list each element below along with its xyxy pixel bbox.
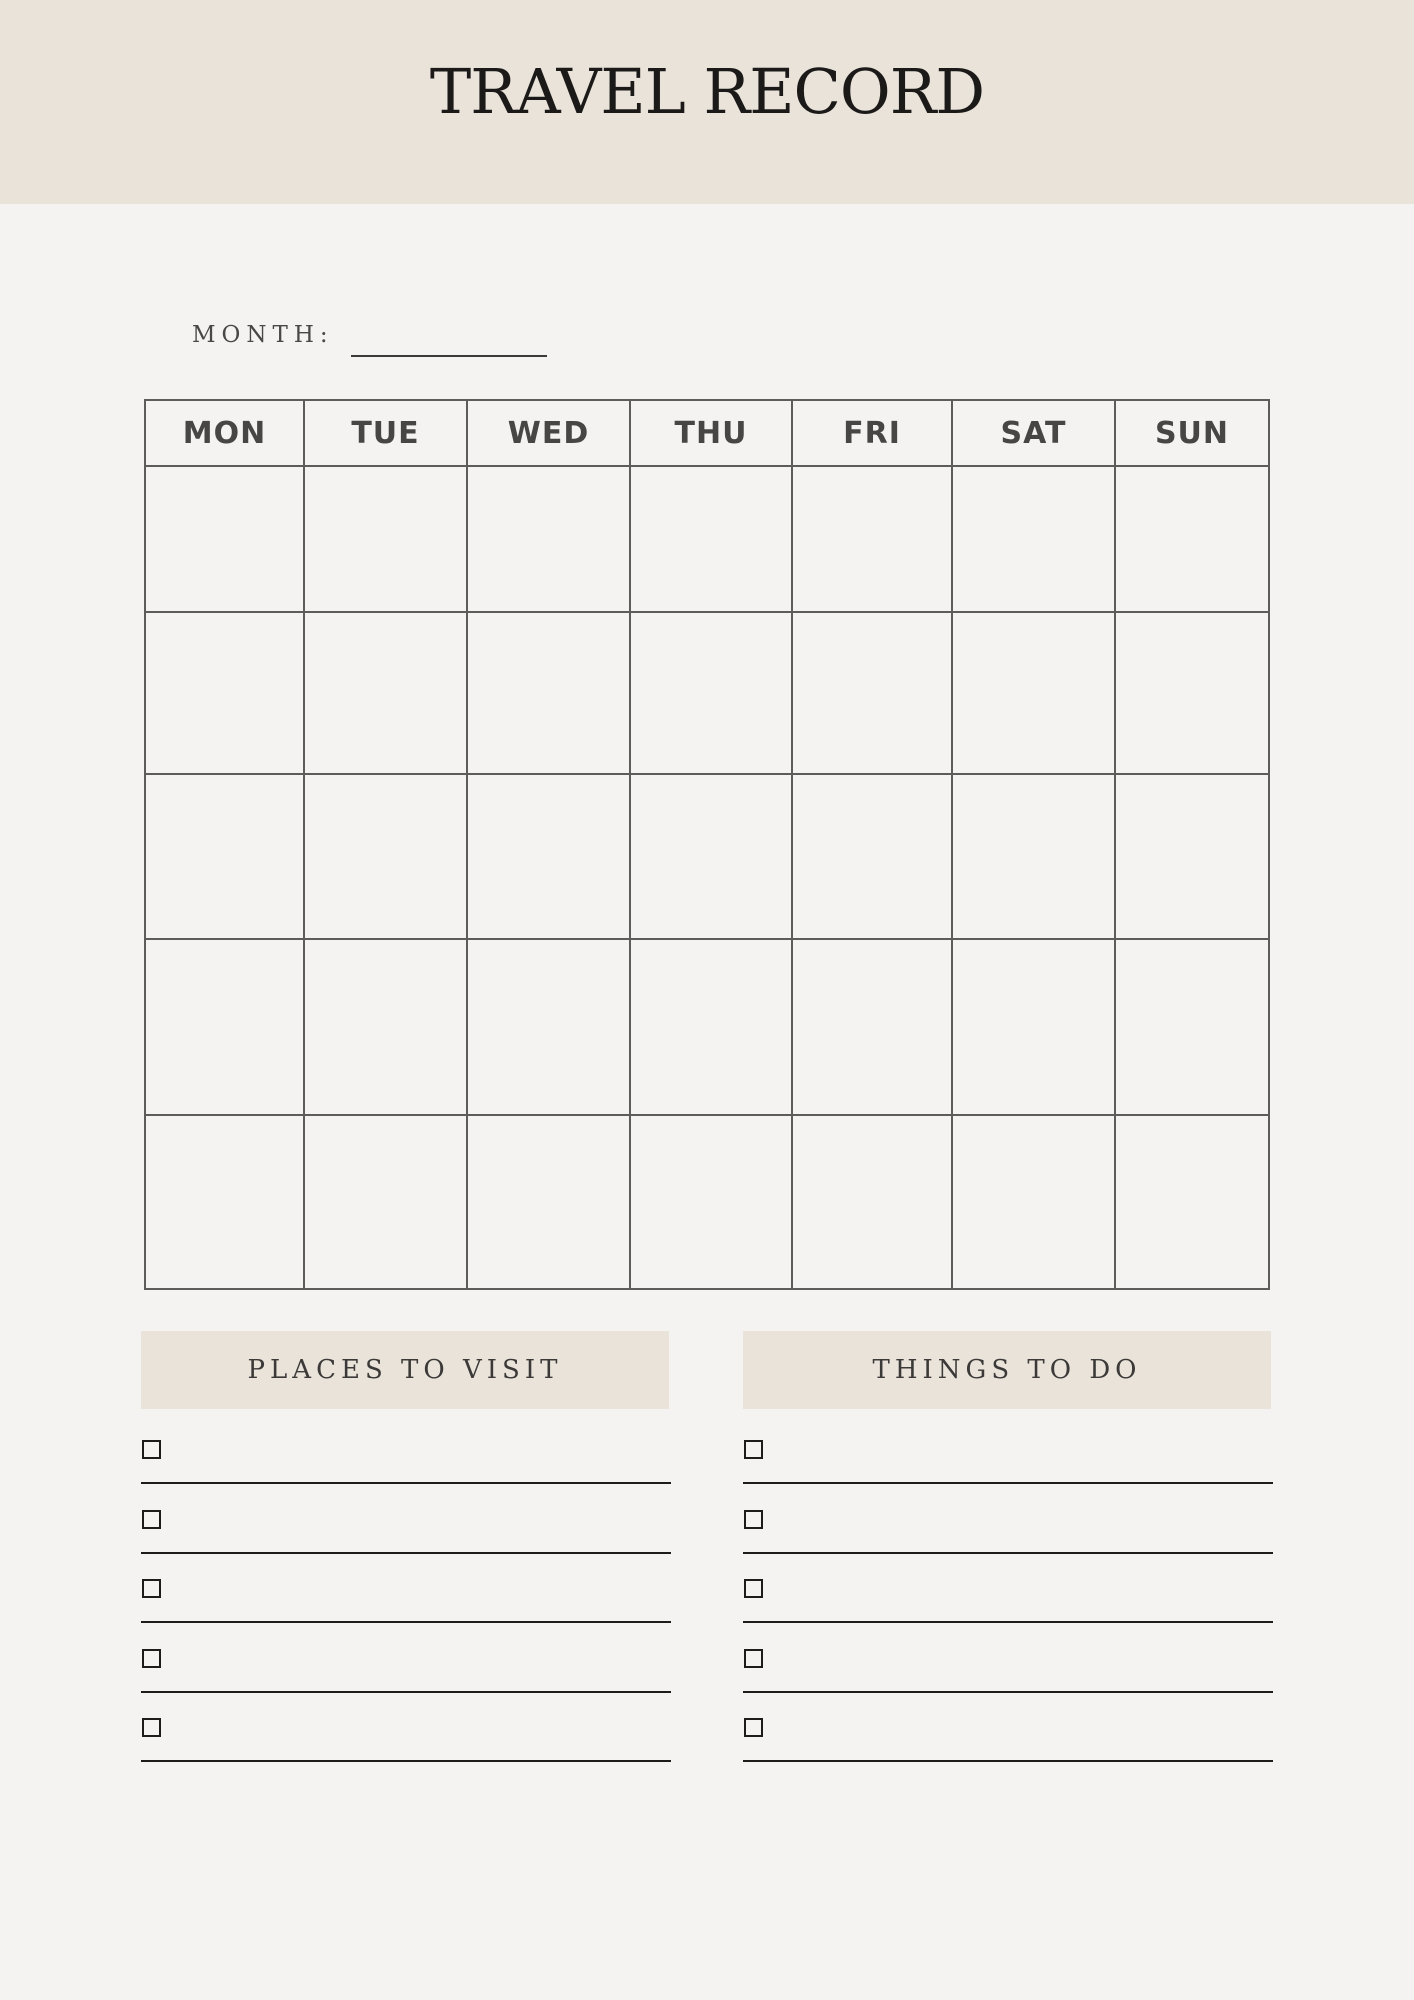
- weekday-fri: FRI: [792, 400, 952, 466]
- list-item-line[interactable]: [743, 1552, 1273, 1554]
- list-item-line[interactable]: [743, 1482, 1273, 1484]
- month-field[interactable]: [351, 355, 547, 357]
- calendar-day-cell[interactable]: [1115, 466, 1269, 612]
- calendar-day-cell[interactable]: [952, 939, 1115, 1114]
- things-to-do-header: THINGS TO DO: [743, 1331, 1271, 1409]
- calendar-day-cell[interactable]: [145, 774, 304, 939]
- checkbox[interactable]: [142, 1579, 161, 1598]
- page-title: TRAVEL RECORD: [429, 55, 985, 128]
- month-label: MONTH:: [192, 322, 334, 348]
- list-item-line[interactable]: [141, 1552, 671, 1554]
- list-item-line[interactable]: [743, 1621, 1273, 1623]
- calendar-day-cell[interactable]: [630, 939, 792, 1114]
- list-item-line[interactable]: [141, 1482, 671, 1484]
- calendar-day-cell[interactable]: [792, 774, 952, 939]
- calendar-day-cell[interactable]: [952, 466, 1115, 612]
- checkbox[interactable]: [142, 1718, 161, 1737]
- calendar-day-cell[interactable]: [467, 774, 630, 939]
- checkbox[interactable]: [142, 1440, 161, 1459]
- list-item-line[interactable]: [141, 1691, 671, 1693]
- weekday-thu: THU: [630, 400, 792, 466]
- calendar-day-cell[interactable]: [1115, 774, 1269, 939]
- calendar-day-cell[interactable]: [304, 939, 467, 1114]
- header-banner: [0, 0, 1414, 204]
- calendar-day-cell[interactable]: [467, 1115, 630, 1289]
- calendar-day-cell[interactable]: [467, 466, 630, 612]
- weekday-tue: TUE: [304, 400, 467, 466]
- calendar-day-cell[interactable]: [630, 612, 792, 773]
- calendar-day-cell[interactable]: [792, 939, 952, 1114]
- weekday-header-row: [145, 400, 1269, 466]
- calendar-day-cell[interactable]: [304, 612, 467, 773]
- list-item-line[interactable]: [141, 1760, 671, 1762]
- calendar-day-cell[interactable]: [145, 466, 304, 612]
- list-item-line[interactable]: [743, 1760, 1273, 1762]
- calendar-day-cell[interactable]: [630, 466, 792, 612]
- calendar-day-cell[interactable]: [792, 466, 952, 612]
- calendar-day-cell[interactable]: [1115, 939, 1269, 1114]
- places-to-visit-header: PLACES TO VISIT: [141, 1331, 669, 1409]
- weekday-sun: SUN: [1115, 400, 1269, 466]
- calendar-grid: [144, 399, 1270, 1290]
- checkbox[interactable]: [142, 1649, 161, 1668]
- calendar-day-cell[interactable]: [630, 774, 792, 939]
- calendar-day-cell[interactable]: [792, 1115, 952, 1289]
- list-item-line[interactable]: [141, 1621, 671, 1623]
- checkbox[interactable]: [142, 1510, 161, 1529]
- calendar-week-row: [145, 774, 1269, 939]
- calendar-day-cell[interactable]: [1115, 1115, 1269, 1289]
- calendar-week-row: [145, 466, 1269, 612]
- calendar-day-cell[interactable]: [1115, 612, 1269, 773]
- calendar-day-cell[interactable]: [467, 939, 630, 1114]
- calendar-day-cell[interactable]: [145, 1115, 304, 1289]
- calendar-day-cell[interactable]: [952, 774, 1115, 939]
- list-item-line[interactable]: [743, 1691, 1273, 1693]
- checkbox[interactable]: [744, 1718, 763, 1737]
- calendar-week-row: [145, 1115, 1269, 1289]
- calendar-day-cell[interactable]: [304, 466, 467, 612]
- checkbox[interactable]: [744, 1440, 763, 1459]
- weekday-sat: SAT: [952, 400, 1115, 466]
- checkbox[interactable]: [744, 1510, 763, 1529]
- calendar-day-cell[interactable]: [304, 774, 467, 939]
- calendar-day-cell[interactable]: [145, 612, 304, 773]
- calendar-day-cell[interactable]: [792, 612, 952, 773]
- calendar-day-cell[interactable]: [952, 1115, 1115, 1289]
- calendar-day-cell[interactable]: [304, 1115, 467, 1289]
- weekday-wed: WED: [467, 400, 630, 466]
- calendar-week-row: [145, 939, 1269, 1114]
- weekday-mon: MON: [145, 400, 304, 466]
- calendar-week-row: [145, 612, 1269, 773]
- calendar-day-cell[interactable]: [630, 1115, 792, 1289]
- checkbox[interactable]: [744, 1579, 763, 1598]
- checkbox[interactable]: [744, 1649, 763, 1668]
- calendar-day-cell[interactable]: [467, 612, 630, 773]
- calendar-day-cell[interactable]: [952, 612, 1115, 773]
- calendar-day-cell[interactable]: [145, 939, 304, 1114]
